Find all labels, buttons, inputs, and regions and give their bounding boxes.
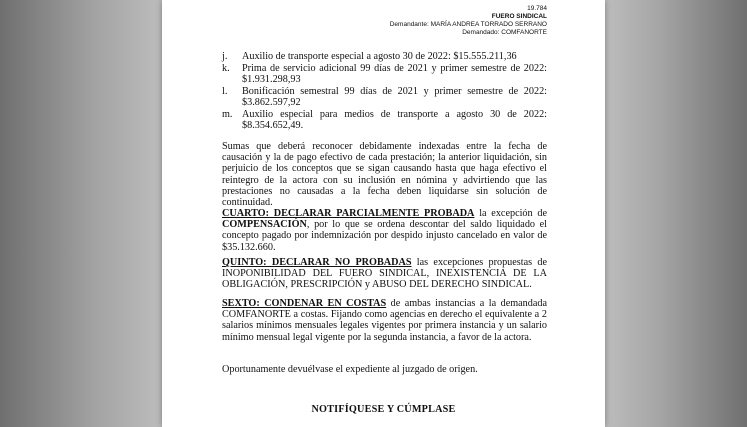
defendant-line: Demandado: COMFANORTE [462,29,547,36]
cuarto-text-1: la excepción de [474,208,547,219]
item-text: Prima de servicio adicional 99 días de 2021 y primer semestre de 2022: $1.931.298,93 [242,63,547,86]
item-letter: m. [222,109,233,120]
item-letter: k. [222,63,230,74]
document-page [162,0,605,427]
cuarto-text-2: , por lo que se ordena descontar del saldo liquidado el concepto pagado por indemnización por despido injusto cancelado en valor de $35.132.660. [222,219,547,253]
paragraph-oportunamente: Oportunamente devuélvase el expediente al juzgado de origen. [222,364,478,375]
quinto-label: QUINTO: DECLARAR NO PROBADAS [222,257,412,268]
cuarto-compensacion: COMPENSACIÓN [222,219,307,231]
item-text: Bonificación semestral 99 días de 2021 y primer semestre de 2022: $3.862.597,92 [242,86,547,109]
paragraph-sumas: Sumas que deberá reconocer debidamente indexadas entre la fecha de causación y la de pago efectivo de cada prestación; la anterior liquidación, sin perjuicio de los conceptos que se sigan causando hasta que haga efectivo el reintegro de la actora con su inclusión en nómina y advirtiendo que las prestaciones no causadas a la fecha deben liquidarse sin solución de continuidad. [222,141,547,209]
item-text: Auxilio de transporte especial a agosto 30 de 2022: $15.555.211,36 [242,51,517,62]
paragraph-cuarto [222,208,547,253]
item-text: Auxilio especial para medios de transporte a agosto 30 de 2022: $8.354.652,49. [242,109,547,132]
paragraph-sexto [222,298,547,343]
plaintiff-line: Demandante: MARÍA ANDREA TORRADO SERRANO [389,21,547,28]
sexto-text: de ambas instancias a la demandada COMFANORTE a costas. Fijando como agencias en derecho el equivalente a 2 salarios mínimos mensuales legales vigentes por primera instancia y un salario mínimo mensual legal vigente por la segunda instancia, a favor de la actora. [222,298,547,343]
document-header [390,5,547,37]
case-type: FUERO SINDICAL [491,13,547,20]
closing-title: NOTIFÍQUESE Y CÚMPLASE [311,404,456,415]
quinto-text: las excepciones propuestas de INOPONIBILIDAD DEL FUERO SINDICAL, INEXISTENCIA DE LA OBLIGACIÓN, PRESCRIPCIÓN y ABUSO DEL DERECHO SINDICAL. [222,257,547,291]
item-letter: j. [222,51,228,62]
sexto-label: SEXTO: CONDENAR EN COSTAS [222,298,387,309]
background-right [605,0,747,427]
paragraph-quinto [222,257,547,291]
doc-number: 19.784 [527,5,547,12]
item-letter: l. [222,86,228,97]
background-left [0,0,162,427]
cuarto-label: CUARTO: DECLARAR PARCIALMENTE PROBADA [222,208,475,219]
